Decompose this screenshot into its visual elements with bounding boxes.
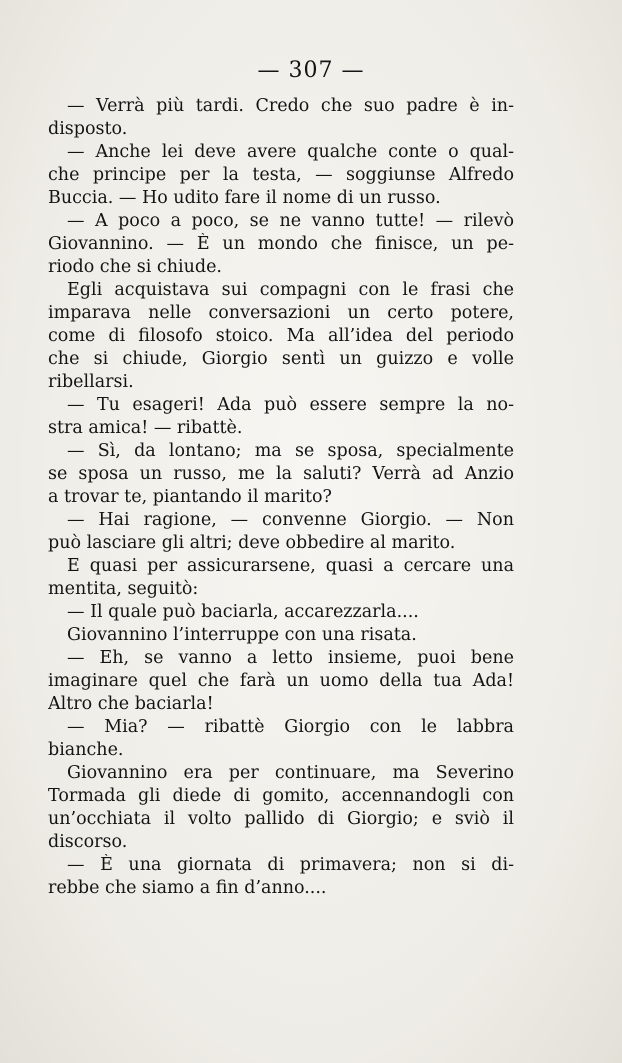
text-line: mentita, seguitò: [48,579,199,599]
text-line: come di filosofo stoico. Ma all’idea del periodo [48,326,514,346]
text-line: Buccia. — Ho udito fare il nome di un russo. [48,188,441,208]
text-line: — Verrà più tardi. Credo che suo padre è in- [67,96,514,116]
text-line: rebbe che siamo a fin d’anno.... [48,878,327,898]
text-line: disposto. [48,119,128,139]
text-line: riodo che si chiude. [48,257,222,277]
text-line: — Il quale può baciarla, accarezzarla.... [67,602,419,622]
text-line: Giovannino. — È un mondo che finisce, un pe- [48,234,514,254]
text-line: imparava nelle conversazioni un certo potere, [48,303,514,323]
text-line: — È una giornata di primavera; non si di- [67,855,514,875]
text-line: Giovannino era per continuare, ma Severino [67,763,514,783]
text-line: — Eh, se vanno a letto insieme, puoi bene [67,648,514,668]
text-line: E quasi per assicurarsene, quasi a cercare una [67,556,514,576]
text-line: che si chiude, Giorgio sentì un guizzo e volle [48,349,514,369]
text-line: — A poco a poco, se ne vanno tutte! — rilevò [67,211,514,231]
text-line: — Anche lei deve avere qualche conte o qual- [67,142,514,162]
text-line: può lasciare gli altri; deve obbedire al marito. [48,533,456,553]
text-line: Giovannino l’interruppe con una risata. [67,625,417,645]
text-line: che principe per la testa, — soggiunse Alfredo [48,165,514,185]
text-line: ribellarsi. [48,372,134,392]
text-line: se sposa un russo, me la saluti? Verrà ad Anzio [48,464,514,484]
text-line: — Sì, da lontano; ma se sposa, specialmente [67,441,514,461]
text-line: un’occhiata il volto pallido di Giorgio; e sviò il [48,809,514,829]
text-line: a trovar te, piantando il marito? [48,487,332,507]
text-line: Tormada gli diede di gomito, accennandogli con [48,786,514,806]
page-number: — 307 — [257,58,365,83]
text-line: Egli acquistava sui compagni con le frasi che [67,280,514,300]
text-line: Altro che baciarla! [48,694,214,714]
text-line: stra amica! — ribattè. [48,418,243,438]
text-line: bianche. [48,740,124,760]
text-line: — Hai ragione, — convenne Giorgio. — Non [67,510,514,530]
body-text [48,95,514,900]
text-line: — Tu esageri! Ada può essere sempre la no- [67,395,514,415]
text-line: imaginare quel che farà un uomo della tua Ada! [48,671,514,691]
text-line: discorso. [48,832,128,852]
text-line: — Mia? — ribattè Giorgio con le labbra [67,717,514,737]
